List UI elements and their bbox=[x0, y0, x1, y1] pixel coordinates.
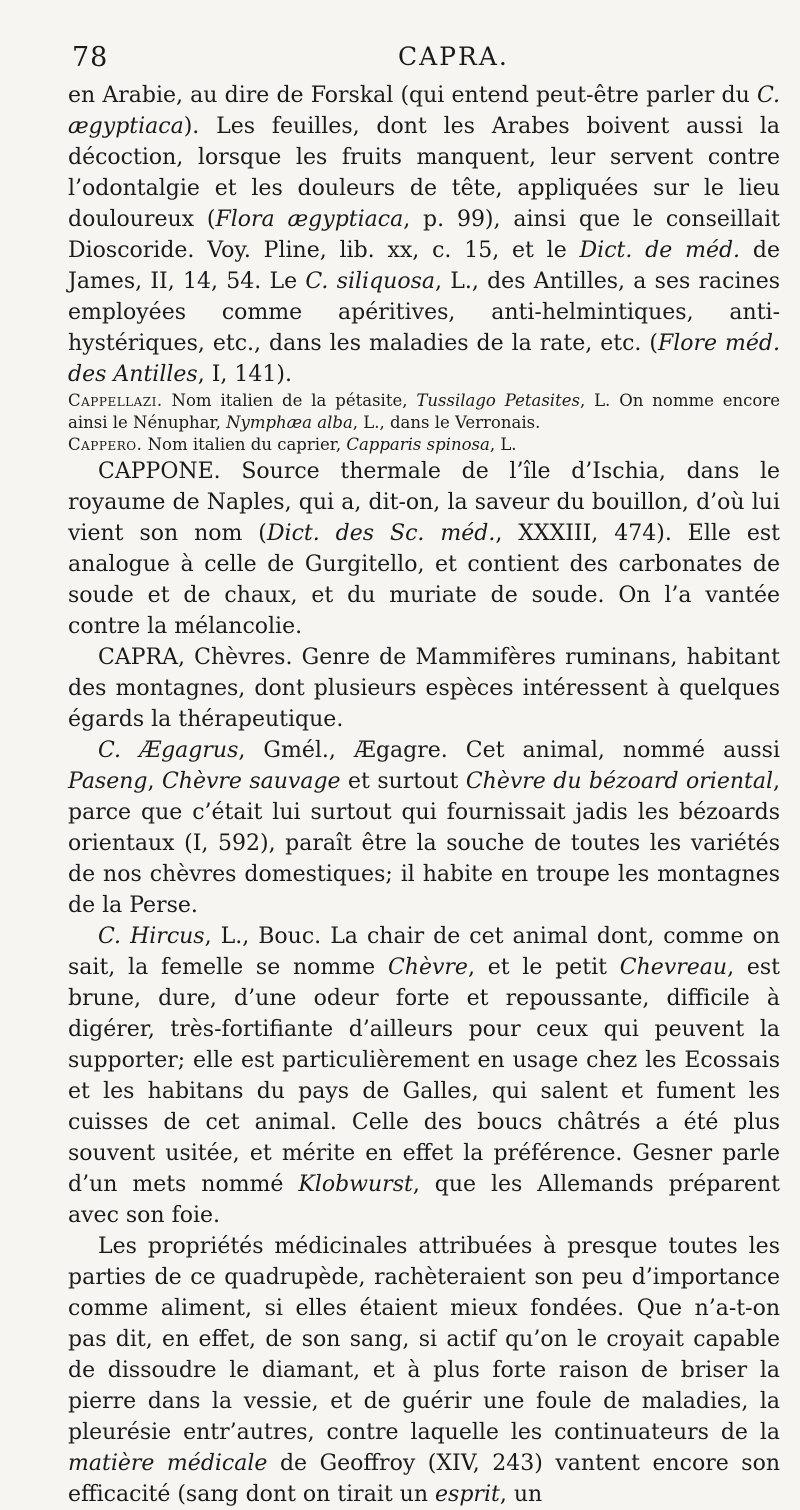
paragraph bbox=[68, 456, 780, 642]
text-run: , L., dans le Verronais. bbox=[352, 413, 541, 432]
text-run: , un bbox=[499, 1482, 543, 1507]
body-text bbox=[68, 80, 780, 1510]
italic-run: Dict. des Sc. méd. bbox=[266, 521, 496, 546]
paragraph bbox=[68, 735, 780, 921]
italic-run: Klobwurst bbox=[298, 1172, 413, 1197]
page-header bbox=[68, 36, 780, 76]
text-run: CAPRA, Chèvres. Genre de Mammifères ruminans, habitant des montagnes, dont plusieurs espèces intéressent à quelques égards la thérapeutique. bbox=[68, 645, 780, 732]
text-run: CAPPONE. Source thermale de l’île d’Ischia, dans le royaume de Naples, qui a, dit-on, la saveur du bouillon, d’où lui vient son nom ( bbox=[68, 459, 780, 546]
text-run: , L. bbox=[489, 435, 517, 454]
glossary-entry bbox=[68, 434, 780, 456]
text-run: , p. 99), ainsi que le conseillait Dioscoride. Voy. Pline, lib. xx, c. 15, et le bbox=[68, 207, 780, 263]
text-run: Nom italien de la pétasite, bbox=[162, 391, 417, 410]
paragraph bbox=[68, 642, 780, 735]
text-run: de James, II, 14, 54. Le bbox=[68, 238, 780, 294]
text-run: en Arabie, au dire de Forskal (qui entend peut-être parler du bbox=[68, 83, 757, 108]
italic-run: Chèvre sauvage bbox=[161, 769, 341, 794]
text-run: , et le petit bbox=[467, 955, 620, 980]
italic-run: Tussilago Petasites bbox=[416, 391, 580, 410]
italic-run: Nymphæa alba bbox=[226, 413, 353, 432]
italic-run: Paseng bbox=[68, 769, 148, 794]
italic-run: Capparis spinosa bbox=[346, 435, 490, 454]
italic-run: C. ægyptiaca bbox=[68, 83, 780, 139]
text-run: , bbox=[147, 769, 162, 794]
text-run: , Gmél., Ægagre. Cet animal, nommé aussi bbox=[238, 738, 780, 763]
italic-run: C. Ægagrus bbox=[98, 738, 239, 763]
text-run: , XXXIII, 474). Elle est analogue à celle de Gurgitello, et contient des carbonates de soude et de chaux, et du muriate de soude. On l’a vantée contre la mélancolie. bbox=[68, 521, 781, 639]
text-run: Nom italien du caprier, bbox=[142, 435, 347, 454]
italic-run: C. siliquosa bbox=[305, 269, 435, 294]
page-number: 78 bbox=[72, 42, 109, 73]
text-run: de Geoffroy (XIV, 243) vantent encore son efficacité (sang dont on tirait un bbox=[68, 1451, 780, 1507]
italic-run: Chevreau bbox=[619, 955, 728, 980]
paragraph bbox=[68, 80, 780, 390]
text-run: , parce que c’était lui surtout qui fournissait jadis les bézoards orientaux (I, 592), paraît être la souche de toutes les variétés de nos chèvres domestiques; il habite en troupe les montagnes de la Perse. bbox=[68, 769, 780, 918]
text-run: , est brune, dure, d’une odeur forte et repoussante, difficile à digérer, très-fortifiante d’ailleurs pour ceux qui peuvent la supporter; elle est particulièrement en usage chez les Ecossais et les habitans du pays de Galles, qui salent et fument les cuisses de cet animal. Celle des boucs châtrés a été plus souvent usitée, et mérite en effet la préférence. Gesner parle d’un mets nommé bbox=[68, 955, 781, 1197]
text-run: , L., des Antilles, a ses racines employées comme apéritives, anti-helmintiques, anti-hystériques, etc., dans les maladies de la rate, etc. ( bbox=[68, 269, 781, 356]
italic-run: Chèvre du bézoard oriental bbox=[465, 769, 773, 794]
text-run: , L. On nomme encore ainsi le Nénuphar, bbox=[68, 391, 780, 432]
text-run: et surtout bbox=[340, 769, 466, 794]
text-run: ). Les feuilles, dont les Arabes boivent aussi la décoction, lorsque les fruits manquent, leur servent contre l’odontalgie et les douleurs de tête, appliquées sur le lieu douloureux ( bbox=[68, 114, 780, 232]
glossary-entry bbox=[68, 390, 780, 434]
entry-term: Cappero. bbox=[68, 435, 143, 454]
italic-run: Dict. de méd. bbox=[579, 238, 741, 263]
paragraph bbox=[68, 921, 780, 1231]
italic-run: Flora ægyptiaca bbox=[215, 207, 404, 232]
italic-run: esprit bbox=[435, 1482, 500, 1507]
text-run: , que les Allemands préparent avec son foie. bbox=[68, 1172, 781, 1228]
entry-term: Cappellazi. bbox=[68, 391, 163, 410]
text-run: , I, 141). bbox=[197, 362, 292, 387]
italic-run: Flore méd. des Antilles bbox=[68, 331, 780, 387]
italic-run: matière médicale bbox=[68, 1451, 268, 1476]
paragraph bbox=[68, 1231, 780, 1510]
running-head: CAPRA. bbox=[398, 42, 509, 71]
text-run: , L., Bouc. La chair de cet animal dont, comme on sait, la femelle se nomme bbox=[68, 924, 780, 980]
italic-run: C. Hircus bbox=[98, 924, 205, 949]
text-run: Les propriétés médicinales attribuées à presque toutes les parties de ce quadrupède, rachèteraient son peu d’importance comme aliment, si elles étaient mieux fondées. Que n’a-t-on pas dit, en effet, de son sang, si actif qu’on le croyait capable de dissoudre le diamant, et à plus forte raison de briser la pierre dans la vessie, et de guérir une foule de maladies, la pleurésie entr’autres, contre laquelle les continuateurs de la bbox=[68, 1234, 780, 1445]
italic-run: Chèvre bbox=[387, 955, 468, 980]
